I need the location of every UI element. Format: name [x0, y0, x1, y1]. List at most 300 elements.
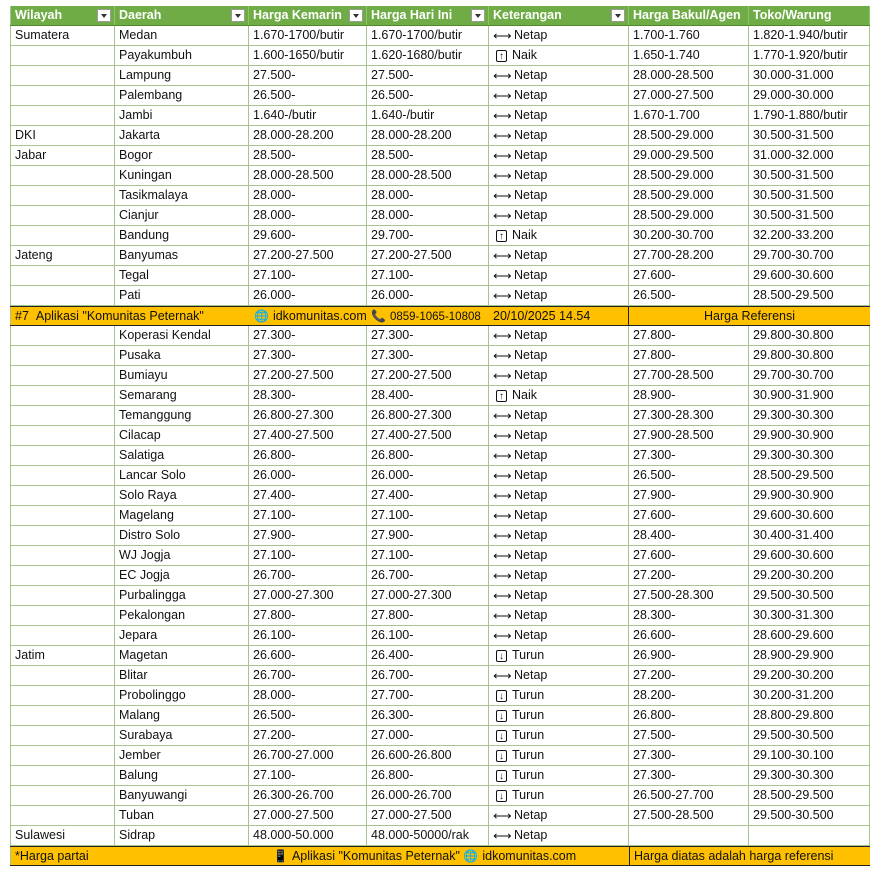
- cell-harga-hari-ini[interactable]: 26.700-: [367, 666, 489, 685]
- cell-harga-hari-ini[interactable]: 28.000-: [367, 186, 489, 205]
- cell-keterangan[interactable]: [489, 406, 629, 425]
- cell-keterangan[interactable]: [489, 606, 629, 625]
- cell-harga-bakul-agen[interactable]: 27.500-: [629, 726, 749, 745]
- cell-daerah[interactable]: Cianjur: [115, 206, 249, 225]
- cell-harga-hari-ini[interactable]: 27.900-: [367, 526, 489, 545]
- cell-keterangan[interactable]: [489, 386, 629, 405]
- cell-daerah[interactable]: Bogor: [115, 146, 249, 165]
- cell-wilayah[interactable]: [10, 666, 115, 685]
- cell-harga-bakul-agen[interactable]: 27.600-: [629, 546, 749, 565]
- cell-toko-warung[interactable]: 1.790-1.880/butir: [749, 106, 870, 125]
- cell-toko-warung[interactable]: 28.600-29.600: [749, 626, 870, 645]
- cell-keterangan[interactable]: [489, 66, 629, 85]
- cell-wilayah[interactable]: [10, 606, 115, 625]
- status-label: Netap: [514, 588, 548, 602]
- cell-harga-hari-ini[interactable]: 27.400-: [367, 486, 489, 505]
- cell-daerah[interactable]: Tegal: [115, 266, 249, 285]
- cell-daerah[interactable]: Purbalingga: [115, 586, 249, 605]
- cell-harga-hari-ini[interactable]: 26.400-: [367, 646, 489, 665]
- cell-wilayah[interactable]: Sumatera: [10, 26, 115, 45]
- cell-keterangan[interactable]: [489, 586, 629, 605]
- cell-toko-warung[interactable]: 29.700-30.700: [749, 246, 870, 265]
- cell-toko-warung[interactable]: 29.500-30.500: [749, 806, 870, 825]
- cell-harga-kemarin[interactable]: 28.000-28.200: [249, 126, 367, 145]
- cell-daerah[interactable]: Lancar Solo: [115, 466, 249, 485]
- cell-harga-bakul-agen[interactable]: 27.200-: [629, 566, 749, 585]
- cell-wilayah[interactable]: [10, 406, 115, 425]
- col-header-daerah[interactable]: [115, 6, 249, 25]
- cell-toko-warung[interactable]: 29.900-30.900: [749, 426, 870, 445]
- cell-keterangan[interactable]: [489, 206, 629, 225]
- cell-toko-warung[interactable]: 29.000-30.000: [749, 86, 870, 105]
- cell-wilayah[interactable]: Sulawesi: [10, 826, 115, 845]
- cell-wilayah[interactable]: [10, 746, 115, 765]
- cell-daerah[interactable]: Banyuwangi: [115, 786, 249, 805]
- cell-harga-bakul-agen[interactable]: 28.900-: [629, 386, 749, 405]
- cell-harga-hari-ini[interactable]: 26.300-: [367, 706, 489, 725]
- cell-harga-hari-ini[interactable]: 28.000-: [367, 206, 489, 225]
- cell-keterangan[interactable]: [489, 806, 629, 825]
- cell-harga-bakul-agen[interactable]: 27.500-28.500: [629, 806, 749, 825]
- cell-keterangan[interactable]: [489, 86, 629, 105]
- cell-harga-kemarin[interactable]: 27.400-27.500: [249, 426, 367, 445]
- cell-harga-bakul-agen[interactable]: 1.670-1.700: [629, 106, 749, 125]
- cell-harga-bakul-agen[interactable]: 27.000-27.500: [629, 86, 749, 105]
- cell-daerah[interactable]: Malang: [115, 706, 249, 725]
- col-header-keterangan[interactable]: [489, 6, 629, 25]
- cell-daerah[interactable]: Temanggung: [115, 406, 249, 425]
- cell-harga-bakul-agen[interactable]: 27.700-28.500: [629, 366, 749, 385]
- cell-harga-kemarin[interactable]: 28.300-: [249, 386, 367, 405]
- arrows-left-right-icon: ⟷: [493, 628, 512, 643]
- cell-daerah[interactable]: Koperasi Kendal: [115, 326, 249, 345]
- filter-dropdown-icon[interactable]: [611, 9, 625, 22]
- cell-daerah[interactable]: Banyumas: [115, 246, 249, 265]
- cell-wilayah[interactable]: [10, 266, 115, 285]
- cell-daerah[interactable]: Jambi: [115, 106, 249, 125]
- cell-harga-hari-ini[interactable]: 27.200-27.500: [367, 246, 489, 265]
- cell-daerah[interactable]: Magetan: [115, 646, 249, 665]
- cell-wilayah[interactable]: [10, 686, 115, 705]
- cell-harga-bakul-agen[interactable]: 26.500-: [629, 466, 749, 485]
- cell-wilayah[interactable]: [10, 706, 115, 725]
- cell-daerah[interactable]: Kuningan: [115, 166, 249, 185]
- cell-harga-kemarin[interactable]: 27.400-: [249, 486, 367, 505]
- cell-keterangan[interactable]: [489, 786, 629, 805]
- table-row: [10, 106, 870, 126]
- cell-harga-kemarin[interactable]: 27.500-: [249, 66, 367, 85]
- cell-harga-bakul-agen[interactable]: [629, 826, 749, 845]
- cell-harga-hari-ini[interactable]: 27.000-: [367, 726, 489, 745]
- cell-toko-warung[interactable]: 28.900-29.900: [749, 646, 870, 665]
- cell-wilayah[interactable]: [10, 466, 115, 485]
- cell-harga-kemarin[interactable]: 28.000-: [249, 186, 367, 205]
- cell-harga-bakul-agen[interactable]: 27.800-: [629, 326, 749, 345]
- cell-harga-kemarin[interactable]: 48.000-50.000: [249, 826, 367, 845]
- cell-harga-kemarin[interactable]: 27.200-: [249, 726, 367, 745]
- cell-harga-bakul-agen[interactable]: 28.500-29.000: [629, 166, 749, 185]
- cell-harga-kemarin[interactable]: 27.000-27.300: [249, 586, 367, 605]
- website-link[interactable]: idkomunitas.com: [272, 309, 367, 323]
- cell-harga-kemarin[interactable]: 28.500-: [249, 146, 367, 165]
- cell-harga-bakul-agen[interactable]: 26.600-: [629, 626, 749, 645]
- cell-harga-kemarin[interactable]: 26.300-26.700: [249, 786, 367, 805]
- cell-toko-warung[interactable]: 31.000-32.000: [749, 146, 870, 165]
- cell-daerah[interactable]: Distro Solo: [115, 526, 249, 545]
- col-header-wilayah[interactable]: [10, 6, 115, 25]
- cell-toko-warung[interactable]: 30.500-31.500: [749, 186, 870, 205]
- cell-daerah[interactable]: Sidrap: [115, 826, 249, 845]
- cell-harga-bakul-agen[interactable]: 26.900-: [629, 646, 749, 665]
- cell-harga-hari-ini[interactable]: 26.000-: [367, 466, 489, 485]
- cell-harga-hari-ini[interactable]: 1.620-1680/butir: [367, 46, 489, 65]
- cell-toko-warung[interactable]: 29.800-30.800: [749, 326, 870, 345]
- cell-wilayah[interactable]: [10, 626, 115, 645]
- cell-harga-hari-ini[interactable]: 28.000-28.200: [367, 126, 489, 145]
- cell-harga-kemarin[interactable]: 26.000-: [249, 466, 367, 485]
- cell-daerah[interactable]: Semarang: [115, 386, 249, 405]
- cell-toko-warung[interactable]: 28.500-29.500: [749, 286, 870, 305]
- cell-keterangan[interactable]: [489, 146, 629, 165]
- cell-wilayah[interactable]: [10, 566, 115, 585]
- cell-harga-hari-ini[interactable]: 26.800-: [367, 766, 489, 785]
- cell-daerah[interactable]: Tasikmalaya: [115, 186, 249, 205]
- cell-harga-hari-ini[interactable]: 28.000-28.500: [367, 166, 489, 185]
- cell-harga-bakul-agen[interactable]: 27.500-28.300: [629, 586, 749, 605]
- cell-keterangan[interactable]: [489, 646, 629, 665]
- cell-harga-kemarin[interactable]: 27.200-27.500: [249, 366, 367, 385]
- cell-keterangan[interactable]: [489, 566, 629, 585]
- cell-wilayah[interactable]: [10, 46, 115, 65]
- cell-wilayah[interactable]: [10, 326, 115, 345]
- cell-wilayah[interactable]: [10, 786, 115, 805]
- cell-daerah[interactable]: Jember: [115, 746, 249, 765]
- cell-wilayah[interactable]: [10, 166, 115, 185]
- cell-toko-warung[interactable]: 30.400-31.400: [749, 526, 870, 545]
- cell-harga-bakul-agen[interactable]: 27.600-: [629, 266, 749, 285]
- cell-keterangan[interactable]: [489, 266, 629, 285]
- cell-toko-warung[interactable]: [749, 826, 870, 845]
- cell-harga-kemarin[interactable]: 28.000-: [249, 686, 367, 705]
- cell-harga-bakul-agen[interactable]: 28.300-: [629, 606, 749, 625]
- cell-keterangan[interactable]: [489, 526, 629, 545]
- cell-toko-warung[interactable]: 29.900-30.900: [749, 486, 870, 505]
- cell-keterangan[interactable]: [489, 686, 629, 705]
- cell-wilayah[interactable]: [10, 346, 115, 365]
- cell-harga-bakul-agen[interactable]: 26.800-: [629, 706, 749, 725]
- cell-harga-kemarin[interactable]: 27.200-27.500: [249, 246, 367, 265]
- cell-harga-bakul-agen[interactable]: 27.900-: [629, 486, 749, 505]
- cell-harga-kemarin[interactable]: 1.640-/butir: [249, 106, 367, 125]
- filter-dropdown-icon[interactable]: [471, 9, 485, 22]
- cell-toko-warung[interactable]: 30.900-31.900: [749, 386, 870, 405]
- cell-wilayah[interactable]: [10, 526, 115, 545]
- cell-harga-hari-ini[interactable]: 26.800-: [367, 446, 489, 465]
- cell-harga-kemarin[interactable]: 1.670-1700/butir: [249, 26, 367, 45]
- cell-harga-kemarin[interactable]: 26.800-27.300: [249, 406, 367, 425]
- cell-harga-kemarin[interactable]: 26.700-: [249, 666, 367, 685]
- cell-daerah[interactable]: Pati: [115, 286, 249, 305]
- cell-harga-hari-ini[interactable]: 26.100-: [367, 626, 489, 645]
- cell-daerah[interactable]: Balung: [115, 766, 249, 785]
- cell-keterangan[interactable]: [489, 106, 629, 125]
- cell-harga-hari-ini[interactable]: 27.500-: [367, 66, 489, 85]
- cell-wilayah[interactable]: [10, 66, 115, 85]
- cell-wilayah[interactable]: [10, 446, 115, 465]
- cell-keterangan[interactable]: [489, 446, 629, 465]
- col-header-harga-hari-ini[interactable]: [367, 6, 489, 25]
- cell-keterangan[interactable]: [489, 26, 629, 45]
- filter-dropdown-icon[interactable]: [231, 9, 245, 22]
- cell-harga-bakul-agen[interactable]: 27.700-28.200: [629, 246, 749, 265]
- cell-keterangan[interactable]: [489, 506, 629, 525]
- cell-keterangan[interactable]: [489, 746, 629, 765]
- cell-harga-kemarin[interactable]: 28.000-28.500: [249, 166, 367, 185]
- cell-harga-kemarin[interactable]: 27.100-: [249, 766, 367, 785]
- cell-toko-warung[interactable]: 29.800-30.800: [749, 346, 870, 365]
- cell-harga-kemarin[interactable]: 26.500-: [249, 706, 367, 725]
- cell-harga-hari-ini[interactable]: 26.500-: [367, 86, 489, 105]
- cell-harga-kemarin[interactable]: 26.800-: [249, 446, 367, 465]
- cell-toko-warung[interactable]: 29.700-30.700: [749, 366, 870, 385]
- cell-harga-hari-ini[interactable]: 27.100-: [367, 546, 489, 565]
- cell-toko-warung[interactable]: 28.800-29.800: [749, 706, 870, 725]
- cell-harga-hari-ini[interactable]: 28.400-: [367, 386, 489, 405]
- cell-harga-kemarin[interactable]: 29.600-: [249, 226, 367, 245]
- cell-daerah[interactable]: EC Jogja: [115, 566, 249, 585]
- cell-harga-kemarin[interactable]: 27.800-: [249, 606, 367, 625]
- cell-toko-warung[interactable]: 30.300-31.300: [749, 606, 870, 625]
- cell-harga-hari-ini[interactable]: 27.300-: [367, 326, 489, 345]
- cell-wilayah[interactable]: [10, 186, 115, 205]
- cell-harga-hari-ini[interactable]: 27.000-27.500: [367, 806, 489, 825]
- cell-wilayah[interactable]: [10, 206, 115, 225]
- cell-harga-kemarin[interactable]: 27.300-: [249, 326, 367, 345]
- cell-harga-hari-ini[interactable]: 26.800-27.300: [367, 406, 489, 425]
- website-link[interactable]: idkomunitas.com: [482, 849, 577, 863]
- cell-keterangan[interactable]: [489, 286, 629, 305]
- cell-wilayah[interactable]: [10, 546, 115, 565]
- cell-harga-kemarin[interactable]: 27.100-: [249, 506, 367, 525]
- cell-toko-warung[interactable]: 29.300-30.300: [749, 446, 870, 465]
- cell-wilayah[interactable]: [10, 486, 115, 505]
- cell-keterangan[interactable]: [489, 486, 629, 505]
- cell-wilayah[interactable]: [10, 366, 115, 385]
- cell-harga-kemarin[interactable]: 28.000-: [249, 206, 367, 225]
- cell-wilayah[interactable]: [10, 286, 115, 305]
- cell-keterangan[interactable]: [489, 46, 629, 65]
- cell-keterangan[interactable]: [489, 186, 629, 205]
- cell-toko-warung[interactable]: 29.200-30.200: [749, 666, 870, 685]
- cell-keterangan[interactable]: [489, 426, 629, 445]
- cell-keterangan[interactable]: [489, 766, 629, 785]
- cell-harga-bakul-agen[interactable]: 27.800-: [629, 346, 749, 365]
- cell-harga-bakul-agen[interactable]: 27.900-28.500: [629, 426, 749, 445]
- cell-harga-bakul-agen[interactable]: 28.000-28.500: [629, 66, 749, 85]
- cell-harga-bakul-agen[interactable]: 27.600-: [629, 506, 749, 525]
- cell-daerah[interactable]: Magelang: [115, 506, 249, 525]
- cell-wilayah[interactable]: [10, 766, 115, 785]
- cell-toko-warung[interactable]: 30.500-31.500: [749, 166, 870, 185]
- cell-harga-kemarin[interactable]: 26.600-: [249, 646, 367, 665]
- cell-harga-bakul-agen[interactable]: 27.200-: [629, 666, 749, 685]
- cell-harga-hari-ini[interactable]: 1.640-/butir: [367, 106, 489, 125]
- cell-daerah[interactable]: Pusaka: [115, 346, 249, 365]
- cell-harga-kemarin[interactable]: 1.600-1650/butir: [249, 46, 367, 65]
- cell-keterangan[interactable]: [489, 666, 629, 685]
- cell-daerah[interactable]: Salatiga: [115, 446, 249, 465]
- cell-harga-bakul-agen[interactable]: 27.300-: [629, 746, 749, 765]
- cell-daerah[interactable]: Bumiayu: [115, 366, 249, 385]
- cell-daerah[interactable]: Cilacap: [115, 426, 249, 445]
- cell-daerah[interactable]: Medan: [115, 26, 249, 45]
- cell-wilayah[interactable]: [10, 86, 115, 105]
- cell-daerah[interactable]: Jepara: [115, 626, 249, 645]
- cell-daerah[interactable]: WJ Jogja: [115, 546, 249, 565]
- cell-keterangan[interactable]: [489, 126, 629, 145]
- cell-harga-bakul-agen[interactable]: 28.500-29.000: [629, 126, 749, 145]
- cell-harga-hari-ini[interactable]: 27.700-: [367, 686, 489, 705]
- cell-keterangan[interactable]: [489, 726, 629, 745]
- cell-keterangan[interactable]: [489, 166, 629, 185]
- cell-daerah[interactable]: Palembang: [115, 86, 249, 105]
- col-header-toko-warung[interactable]: [749, 6, 870, 25]
- cell-toko-warung[interactable]: 29.500-30.500: [749, 726, 870, 745]
- cell-toko-warung[interactable]: 32.200-33.200: [749, 226, 870, 245]
- cell-harga-hari-ini[interactable]: 27.100-: [367, 266, 489, 285]
- cell-harga-bakul-agen[interactable]: 26.500-: [629, 286, 749, 305]
- cell-keterangan[interactable]: [489, 466, 629, 485]
- cell-toko-warung[interactable]: 30.200-31.200: [749, 686, 870, 705]
- table-row: [10, 26, 870, 46]
- cell-harga-kemarin[interactable]: 27.100-: [249, 546, 367, 565]
- cell-harga-bakul-agen[interactable]: 1.650-1.740: [629, 46, 749, 65]
- table-row: [10, 226, 870, 246]
- cell-harga-bakul-agen[interactable]: 30.200-30.700: [629, 226, 749, 245]
- col-header-harga-bakul-agen[interactable]: [629, 6, 749, 25]
- cell-wilayah[interactable]: [10, 426, 115, 445]
- cell-wilayah[interactable]: Jateng: [10, 246, 115, 265]
- cell-daerah[interactable]: Surabaya: [115, 726, 249, 745]
- cell-harga-bakul-agen[interactable]: 28.400-: [629, 526, 749, 545]
- cell-harga-kemarin[interactable]: 27.900-: [249, 526, 367, 545]
- cell-harga-bakul-agen[interactable]: 27.300-: [629, 446, 749, 465]
- cell-harga-kemarin[interactable]: 27.000-27.500: [249, 806, 367, 825]
- cell-daerah[interactable]: Jakarta: [115, 126, 249, 145]
- cell-harga-bakul-agen[interactable]: 26.500-27.700: [629, 786, 749, 805]
- cell-toko-warung[interactable]: 29.100-30.100: [749, 746, 870, 765]
- filter-dropdown-icon[interactable]: [97, 9, 111, 22]
- cell-wilayah[interactable]: Jabar: [10, 146, 115, 165]
- cell-toko-warung[interactable]: 30.500-31.500: [749, 206, 870, 225]
- cell-harga-hari-ini[interactable]: 29.700-: [367, 226, 489, 245]
- cell-toko-warung[interactable]: 29.200-30.200: [749, 566, 870, 585]
- cell-harga-hari-ini[interactable]: 27.800-: [367, 606, 489, 625]
- cell-daerah[interactable]: Tuban: [115, 806, 249, 825]
- cell-toko-warung[interactable]: 28.500-29.500: [749, 786, 870, 805]
- cell-harga-hari-ini[interactable]: 26.000-26.700: [367, 786, 489, 805]
- cell-harga-bakul-agen[interactable]: 29.000-29.500: [629, 146, 749, 165]
- cell-daerah[interactable]: Probolinggo: [115, 686, 249, 705]
- cell-toko-warung[interactable]: 29.600-30.600: [749, 506, 870, 525]
- cell-harga-kemarin[interactable]: 26.100-: [249, 626, 367, 645]
- cell-harga-hari-ini[interactable]: 26.000-: [367, 286, 489, 305]
- cell-keterangan[interactable]: [489, 326, 629, 345]
- cell-daerah[interactable]: Pekalongan: [115, 606, 249, 625]
- cell-keterangan[interactable]: [489, 626, 629, 645]
- cell-harga-hari-ini[interactable]: 27.100-: [367, 506, 489, 525]
- cell-toko-warung[interactable]: 29.500-30.500: [749, 586, 870, 605]
- cell-harga-kemarin[interactable]: 26.000-: [249, 286, 367, 305]
- cell-harga-hari-ini[interactable]: 27.200-27.500: [367, 366, 489, 385]
- cell-harga-bakul-agen[interactable]: 28.500-29.000: [629, 206, 749, 225]
- cell-harga-hari-ini[interactable]: 26.600-26.800: [367, 746, 489, 765]
- cell-toko-warung[interactable]: 29.600-30.600: [749, 546, 870, 565]
- cell-harga-kemarin[interactable]: 27.100-: [249, 266, 367, 285]
- cell-harga-hari-ini[interactable]: 27.400-27.500: [367, 426, 489, 445]
- cell-toko-warung[interactable]: 30.000-31.000: [749, 66, 870, 85]
- cell-harga-bakul-agen[interactable]: 28.200-: [629, 686, 749, 705]
- cell-wilayah[interactable]: [10, 806, 115, 825]
- cell-harga-hari-ini[interactable]: 27.000-27.300: [367, 586, 489, 605]
- cell-harga-kemarin[interactable]: 26.500-: [249, 86, 367, 105]
- cell-wilayah[interactable]: [10, 726, 115, 745]
- cell-wilayah[interactable]: Jatim: [10, 646, 115, 665]
- cell-toko-warung[interactable]: 29.300-30.300: [749, 406, 870, 425]
- cell-keterangan[interactable]: [489, 226, 629, 245]
- cell-harga-bakul-agen[interactable]: 27.300-28.300: [629, 406, 749, 425]
- cell-keterangan[interactable]: [489, 246, 629, 265]
- cell-harga-hari-ini[interactable]: 1.670-1700/butir: [367, 26, 489, 45]
- cell-harga-bakul-agen[interactable]: 28.500-29.000: [629, 186, 749, 205]
- cell-toko-warung[interactable]: 30.500-31.500: [749, 126, 870, 145]
- cell-harga-hari-ini[interactable]: 48.000-50000/rak: [367, 826, 489, 845]
- cell-keterangan[interactable]: [489, 826, 629, 845]
- cell-keterangan[interactable]: [489, 546, 629, 565]
- cell-harga-kemarin[interactable]: 26.700-: [249, 566, 367, 585]
- cell-daerah[interactable]: Solo Raya: [115, 486, 249, 505]
- cell-harga-hari-ini[interactable]: 27.300-: [367, 346, 489, 365]
- cell-toko-warung[interactable]: 29.300-30.300: [749, 766, 870, 785]
- cell-toko-warung[interactable]: 1.770-1.920/butir: [749, 46, 870, 65]
- cell-wilayah[interactable]: [10, 386, 115, 405]
- cell-wilayah[interactable]: [10, 106, 115, 125]
- cell-daerah[interactable]: Payakumbuh: [115, 46, 249, 65]
- cell-daerah[interactable]: Lampung: [115, 66, 249, 85]
- cell-wilayah[interactable]: [10, 506, 115, 525]
- filter-dropdown-icon[interactable]: [349, 9, 363, 22]
- cell-toko-warung[interactable]: 1.820-1.940/butir: [749, 26, 870, 45]
- cell-harga-bakul-agen[interactable]: 1.700-1.760: [629, 26, 749, 45]
- cell-daerah[interactable]: Bandung: [115, 226, 249, 245]
- col-header-harga-kemarin[interactable]: [249, 6, 367, 25]
- cell-keterangan[interactable]: [489, 366, 629, 385]
- cell-harga-hari-ini[interactable]: 26.700-: [367, 566, 489, 585]
- cell-daerah[interactable]: Blitar: [115, 666, 249, 685]
- cell-harga-hari-ini[interactable]: 28.500-: [367, 146, 489, 165]
- cell-wilayah[interactable]: DKI: [10, 126, 115, 145]
- cell-harga-kemarin[interactable]: 26.700-27.000: [249, 746, 367, 765]
- cell-keterangan[interactable]: [489, 706, 629, 725]
- cell-wilayah[interactable]: [10, 586, 115, 605]
- cell-keterangan[interactable]: [489, 346, 629, 365]
- cell-toko-warung[interactable]: 28.500-29.500: [749, 466, 870, 485]
- cell-wilayah[interactable]: [10, 226, 115, 245]
- header-label: Keterangan: [493, 8, 562, 22]
- cell-toko-warung[interactable]: 29.600-30.600: [749, 266, 870, 285]
- cell-harga-bakul-agen[interactable]: 27.300-: [629, 766, 749, 785]
- cell-harga-kemarin[interactable]: 27.300-: [249, 346, 367, 365]
